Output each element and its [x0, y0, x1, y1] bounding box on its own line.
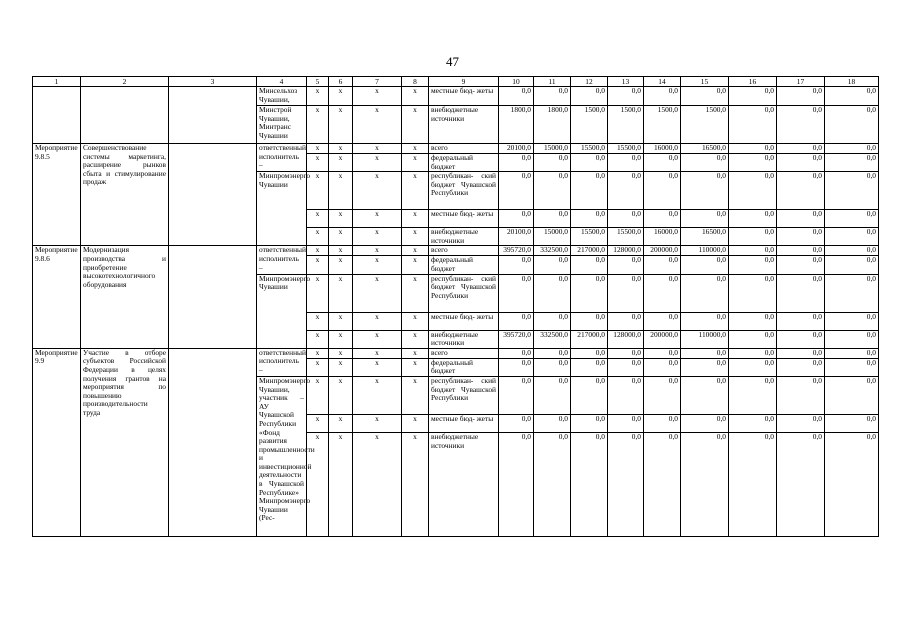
source-cell: федеральный бюджет	[429, 358, 499, 376]
value-cell: 15000,0	[534, 144, 571, 154]
column-number-cell: 6	[329, 77, 353, 87]
page-number: 47	[446, 54, 459, 69]
source-cell: республикан- ский бюджет Чувашской Республики	[429, 274, 499, 312]
x-mark-cell: x	[353, 312, 402, 330]
value-cell: 0,0	[534, 432, 571, 536]
value-cell: 0,0	[571, 172, 608, 210]
target-cell	[169, 246, 257, 348]
value-cell: 0,0	[777, 106, 825, 144]
value-cell: 0,0	[534, 256, 571, 274]
value-cell: 0,0	[681, 358, 729, 376]
value-cell: 0,0	[825, 87, 879, 106]
value-cell: 0,0	[534, 210, 571, 228]
value-cell: 0,0	[681, 210, 729, 228]
x-mark-cell: x	[402, 376, 429, 414]
value-cell: 0,0	[681, 414, 729, 432]
measure-code: Мероприятие 9.9	[33, 348, 81, 536]
value-cell: 0,0	[571, 274, 608, 312]
value-cell: 0,0	[571, 376, 608, 414]
executor-cell: ответственный исполнитель –	[257, 348, 307, 376]
x-mark-cell: x	[353, 246, 402, 256]
value-cell: 0,0	[534, 172, 571, 210]
x-mark-cell: x	[402, 144, 429, 154]
value-cell: 0,0	[644, 358, 681, 376]
x-mark-cell: x	[402, 274, 429, 312]
x-mark-cell: x	[353, 330, 402, 348]
value-cell: 0,0	[825, 172, 879, 210]
x-mark-cell: x	[307, 172, 329, 210]
value-cell: 0,0	[825, 210, 879, 228]
value-cell: 0,0	[644, 274, 681, 312]
value-cell: 0,0	[644, 312, 681, 330]
value-cell: 128000,0	[608, 246, 644, 256]
source-cell: внебюджетные источники	[429, 106, 499, 144]
x-mark-cell: x	[329, 228, 353, 246]
source-cell: местные бюд- жеты	[429, 312, 499, 330]
source-cell: всего	[429, 246, 499, 256]
value-cell: 332500,0	[534, 246, 571, 256]
value-cell: 1800,0	[499, 106, 534, 144]
value-cell: 0,0	[681, 312, 729, 330]
value-cell: 0,0	[777, 228, 825, 246]
value-cell: 1500,0	[608, 106, 644, 144]
value-cell: 0,0	[499, 172, 534, 210]
value-cell: 0,0	[825, 144, 879, 154]
value-cell: 0,0	[681, 256, 729, 274]
source-cell: местные бюд- жеты	[429, 87, 499, 106]
source-cell: внебюджетные источники	[429, 228, 499, 246]
executor-cell: Минпромэнерго Чувашии	[257, 172, 307, 246]
value-cell: 0,0	[777, 312, 825, 330]
x-mark-cell: x	[353, 154, 402, 172]
value-cell: 0,0	[825, 432, 879, 536]
measure-name: Совершенствование системы маркетинга, расширение рынков сбыта и стимулирование продаж	[81, 144, 169, 246]
column-number-cell: 8	[402, 77, 429, 87]
source-cell: всего	[429, 348, 499, 358]
x-mark-cell: x	[307, 144, 329, 154]
table-row	[33, 246, 879, 256]
column-number-cell: 4	[257, 77, 307, 87]
x-mark-cell: x	[329, 376, 353, 414]
x-mark-cell: x	[307, 414, 329, 432]
column-number-cell: 1	[33, 77, 81, 87]
value-cell: 15500,0	[571, 228, 608, 246]
value-cell: 0,0	[825, 348, 879, 358]
value-cell: 20100,0	[499, 144, 534, 154]
value-cell: 0,0	[825, 228, 879, 246]
x-mark-cell: x	[307, 358, 329, 376]
value-cell: 0,0	[534, 312, 571, 330]
value-cell: 0,0	[729, 376, 777, 414]
x-mark-cell: x	[353, 274, 402, 312]
x-mark-cell: x	[353, 144, 402, 154]
source-cell: республикан- ский бюджет Чувашской Республики	[429, 376, 499, 414]
value-cell: 0,0	[777, 414, 825, 432]
value-cell: 0,0	[825, 330, 879, 348]
value-cell: 0,0	[729, 358, 777, 376]
x-mark-cell: x	[329, 106, 353, 144]
value-cell: 0,0	[777, 87, 825, 106]
executor-cell: Минсельхоз Чувашии,	[257, 87, 307, 106]
x-mark-cell: x	[402, 432, 429, 536]
x-mark-cell: x	[329, 348, 353, 358]
value-cell: 0,0	[499, 210, 534, 228]
value-cell: 0,0	[608, 376, 644, 414]
value-cell: 0,0	[825, 312, 879, 330]
value-cell: 0,0	[608, 312, 644, 330]
value-cell: 0,0	[825, 106, 879, 144]
value-cell: 0,0	[644, 432, 681, 536]
value-cell: 0,0	[571, 432, 608, 536]
value-cell: 0,0	[777, 144, 825, 154]
x-mark-cell: x	[402, 172, 429, 210]
value-cell: 0,0	[499, 312, 534, 330]
x-mark-cell: x	[402, 246, 429, 256]
value-cell: 0,0	[729, 348, 777, 358]
value-cell: 0,0	[729, 106, 777, 144]
target-cell	[169, 348, 257, 536]
table-row	[33, 87, 879, 106]
x-mark-cell: x	[329, 154, 353, 172]
x-mark-cell: x	[307, 274, 329, 312]
value-cell: 0,0	[729, 228, 777, 246]
value-cell: 0,0	[777, 348, 825, 358]
funding-table	[32, 76, 879, 537]
value-cell: 200000,0	[644, 246, 681, 256]
value-cell: 0,0	[644, 87, 681, 106]
x-mark-cell: x	[329, 414, 353, 432]
value-cell: 0,0	[499, 274, 534, 312]
x-mark-cell: x	[353, 210, 402, 228]
value-cell: 0,0	[825, 358, 879, 376]
x-mark-cell: x	[329, 274, 353, 312]
value-cell: 0,0	[608, 414, 644, 432]
x-mark-cell: x	[353, 172, 402, 210]
name-cell	[81, 87, 169, 144]
value-cell: 0,0	[644, 414, 681, 432]
value-cell: 0,0	[777, 358, 825, 376]
source-cell: всего	[429, 144, 499, 154]
value-cell: 0,0	[825, 256, 879, 274]
value-cell: 0,0	[729, 274, 777, 312]
measure-name: Модернизация производства и приобретение высокотехнологичного оборудования	[81, 246, 169, 348]
x-mark-cell: x	[307, 228, 329, 246]
value-cell: 15000,0	[534, 228, 571, 246]
value-cell: 20100,0	[499, 228, 534, 246]
value-cell: 1500,0	[644, 106, 681, 144]
value-cell: 0,0	[534, 154, 571, 172]
x-mark-cell: x	[402, 106, 429, 144]
value-cell: 1800,0	[534, 106, 571, 144]
x-mark-cell: x	[307, 256, 329, 274]
value-cell: 16500,0	[681, 228, 729, 246]
value-cell: 0,0	[681, 348, 729, 358]
value-cell: 395720,0	[499, 330, 534, 348]
value-cell: 110000,0	[681, 246, 729, 256]
value-cell: 0,0	[825, 246, 879, 256]
x-mark-cell: x	[402, 312, 429, 330]
value-cell: 0,0	[608, 274, 644, 312]
value-cell: 0,0	[777, 172, 825, 210]
value-cell: 0,0	[777, 256, 825, 274]
x-mark-cell: x	[329, 210, 353, 228]
x-mark-cell: x	[307, 87, 329, 106]
x-mark-cell: x	[402, 154, 429, 172]
source-cell: федеральный бюджет	[429, 256, 499, 274]
value-cell: 0,0	[499, 256, 534, 274]
value-cell: 0,0	[729, 210, 777, 228]
x-mark-cell: x	[307, 348, 329, 358]
x-mark-cell: x	[329, 432, 353, 536]
value-cell: 0,0	[608, 172, 644, 210]
x-mark-cell: x	[402, 256, 429, 274]
value-cell: 0,0	[825, 376, 879, 414]
value-cell: 0,0	[608, 154, 644, 172]
value-cell: 0,0	[681, 87, 729, 106]
x-mark-cell: x	[353, 106, 402, 144]
x-mark-cell: x	[329, 358, 353, 376]
value-cell: 332500,0	[534, 330, 571, 348]
value-cell: 0,0	[499, 376, 534, 414]
column-number-cell: 7	[353, 77, 402, 87]
x-mark-cell: x	[353, 228, 402, 246]
measure-code: Мероприятие 9.8.6	[33, 246, 81, 348]
measure-code: Мероприятие 9.8.5	[33, 144, 81, 246]
value-cell: 0,0	[571, 210, 608, 228]
value-cell: 0,0	[777, 274, 825, 312]
column-number-cell: 5	[307, 77, 329, 87]
value-cell: 0,0	[777, 432, 825, 536]
value-cell: 15500,0	[608, 144, 644, 154]
value-cell: 0,0	[571, 154, 608, 172]
value-cell: 0,0	[644, 154, 681, 172]
value-cell: 0,0	[534, 348, 571, 358]
value-cell: 0,0	[681, 432, 729, 536]
target-cell	[169, 144, 257, 246]
value-cell: 0,0	[729, 154, 777, 172]
value-cell: 0,0	[681, 172, 729, 210]
value-cell: 0,0	[681, 274, 729, 312]
column-number-cell: 16	[729, 77, 777, 87]
source-cell: республикан- ский бюджет Чувашской Республики	[429, 172, 499, 210]
x-mark-cell: x	[307, 246, 329, 256]
x-mark-cell: x	[307, 106, 329, 144]
value-cell: 0,0	[681, 376, 729, 414]
x-mark-cell: x	[307, 432, 329, 536]
value-cell: 0,0	[644, 210, 681, 228]
x-mark-cell: x	[329, 246, 353, 256]
value-cell: 0,0	[777, 210, 825, 228]
x-mark-cell: x	[307, 210, 329, 228]
value-cell: 0,0	[825, 274, 879, 312]
executor-cell: ответственный исполнитель –	[257, 144, 307, 172]
value-cell: 0,0	[499, 432, 534, 536]
value-cell: 0,0	[608, 432, 644, 536]
column-number-cell: 17	[777, 77, 825, 87]
x-mark-cell: x	[402, 348, 429, 358]
value-cell: 0,0	[499, 358, 534, 376]
value-cell: 0,0	[729, 172, 777, 210]
column-number-cell: 11	[534, 77, 571, 87]
value-cell: 0,0	[608, 210, 644, 228]
value-cell: 0,0	[681, 154, 729, 172]
value-cell: 217000,0	[571, 330, 608, 348]
value-cell: 1500,0	[571, 106, 608, 144]
value-cell: 0,0	[825, 414, 879, 432]
column-number-cell: 14	[644, 77, 681, 87]
x-mark-cell: x	[402, 330, 429, 348]
x-mark-cell: x	[307, 312, 329, 330]
value-cell: 0,0	[499, 414, 534, 432]
x-mark-cell: x	[353, 358, 402, 376]
column-number-cell: 18	[825, 77, 879, 87]
value-cell: 395720,0	[499, 246, 534, 256]
value-cell: 0,0	[729, 330, 777, 348]
column-number-cell: 10	[499, 77, 534, 87]
value-cell: 0,0	[729, 414, 777, 432]
value-cell: 16500,0	[681, 144, 729, 154]
value-cell: 0,0	[571, 87, 608, 106]
column-number-cell: 2	[81, 77, 169, 87]
x-mark-cell: x	[402, 414, 429, 432]
value-cell: 0,0	[571, 256, 608, 274]
value-cell: 16000,0	[644, 144, 681, 154]
value-cell: 0,0	[571, 414, 608, 432]
table-row	[33, 144, 879, 154]
code-cell	[33, 87, 81, 144]
value-cell: 0,0	[729, 312, 777, 330]
column-number-cell: 12	[571, 77, 608, 87]
value-cell: 0,0	[729, 246, 777, 256]
x-mark-cell: x	[353, 414, 402, 432]
source-cell: местные бюд- жеты	[429, 210, 499, 228]
x-mark-cell: x	[329, 312, 353, 330]
value-cell: 0,0	[608, 348, 644, 358]
source-cell: внебюджетные источники	[429, 432, 499, 536]
x-mark-cell: x	[329, 87, 353, 106]
x-mark-cell: x	[353, 432, 402, 536]
value-cell: 0,0	[825, 154, 879, 172]
value-cell: 0,0	[534, 358, 571, 376]
value-cell: 110000,0	[681, 330, 729, 348]
value-cell: 1500,0	[681, 106, 729, 144]
x-mark-cell: x	[307, 376, 329, 414]
x-mark-cell: x	[307, 154, 329, 172]
value-cell: 0,0	[499, 154, 534, 172]
executor-cell: Минпромэнерго Чувашии, участник – АУ Чувашской Республики «Фонд развития промышленности и инвестиционной деятельности в Чувашской Республике» Минпромэнерго Чувашии (Рес-	[257, 376, 307, 536]
x-mark-cell: x	[402, 228, 429, 246]
target-cell	[169, 87, 257, 144]
executor-cell: Минпромэнерго Чувашии	[257, 274, 307, 348]
x-mark-cell: x	[402, 87, 429, 106]
value-cell: 200000,0	[644, 330, 681, 348]
x-mark-cell: x	[353, 376, 402, 414]
value-cell: 128000,0	[608, 330, 644, 348]
measure-name: Участие в отборе субъектов Российской Федерации в целях получения грантов на мероприятия по повышению производительности труда	[81, 348, 169, 536]
x-mark-cell: x	[307, 330, 329, 348]
value-cell: 0,0	[644, 172, 681, 210]
value-cell: 0,0	[571, 348, 608, 358]
value-cell: 0,0	[571, 358, 608, 376]
source-cell: внебюджетные источники	[429, 330, 499, 348]
value-cell: 0,0	[644, 348, 681, 358]
source-cell: федеральный бюджет	[429, 154, 499, 172]
value-cell: 15500,0	[571, 144, 608, 154]
column-number-cell: 9	[429, 77, 499, 87]
x-mark-cell: x	[329, 256, 353, 274]
value-cell: 15500,0	[608, 228, 644, 246]
executor-cell: ответственный исполнитель –	[257, 246, 307, 274]
table-row	[33, 348, 879, 358]
value-cell: 0,0	[729, 144, 777, 154]
value-cell: 0,0	[777, 154, 825, 172]
value-cell: 0,0	[608, 256, 644, 274]
x-mark-cell: x	[329, 172, 353, 210]
column-number-cell: 15	[681, 77, 729, 87]
value-cell: 0,0	[608, 358, 644, 376]
value-cell: 0,0	[729, 432, 777, 536]
x-mark-cell: x	[353, 256, 402, 274]
column-number-cell: 13	[608, 77, 644, 87]
value-cell: 0,0	[608, 87, 644, 106]
value-cell: 0,0	[534, 376, 571, 414]
value-cell: 0,0	[729, 87, 777, 106]
value-cell: 0,0	[777, 330, 825, 348]
column-number-row	[33, 77, 879, 87]
x-mark-cell: x	[402, 210, 429, 228]
x-mark-cell: x	[329, 144, 353, 154]
value-cell: 0,0	[499, 87, 534, 106]
value-cell: 0,0	[534, 414, 571, 432]
value-cell: 0,0	[499, 348, 534, 358]
value-cell: 0,0	[571, 312, 608, 330]
value-cell: 0,0	[777, 376, 825, 414]
value-cell: 0,0	[777, 246, 825, 256]
x-mark-cell: x	[353, 348, 402, 358]
x-mark-cell: x	[402, 358, 429, 376]
source-cell: местные бюд- жеты	[429, 414, 499, 432]
value-cell: 217000,0	[571, 246, 608, 256]
value-cell: 0,0	[644, 256, 681, 274]
value-cell: 0,0	[534, 87, 571, 106]
value-cell: 0,0	[729, 256, 777, 274]
x-mark-cell: x	[353, 87, 402, 106]
value-cell: 0,0	[644, 376, 681, 414]
column-number-cell: 3	[169, 77, 257, 87]
x-mark-cell: x	[329, 330, 353, 348]
value-cell: 16000,0	[644, 228, 681, 246]
value-cell: 0,0	[534, 274, 571, 312]
executor-cell: Минстрой Чувашии, Минтранс Чувашии	[257, 106, 307, 144]
